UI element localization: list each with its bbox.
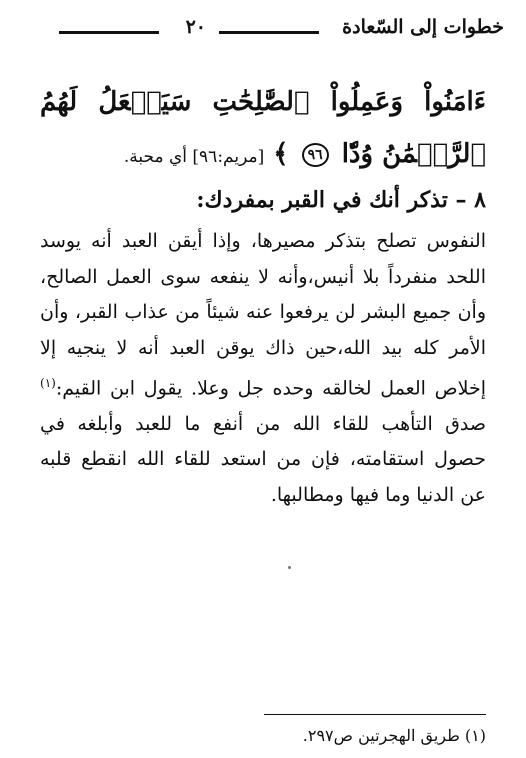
footnote-reference: (١) [40, 376, 56, 390]
running-header [44, 16, 504, 46]
print-speck [288, 566, 291, 569]
verse-text: ءَامَنُواْ وَعَمِلُواْ ٱلصَّٰلِحَٰتِ سَيَجۡعَلُ لَهُمُ ٱلرَّحۡمَٰنُ وُدّٗا [40, 87, 486, 169]
paragraph-text: النفوس تصلح بتذكر مصيرها، وإذا أيقن العبد أنه يوسد اللحد منفرداً بلا أنيس،وأنه لا ينفعه سوى العمل الصالح، وأن جميع البشر لن يرفعوا عنه شيئاً من عذاب القبر، وأن الأمر كله بيد الله،حين ذاك يوقن العبد أنه لا ينجيه إلا إخلاص العمل لخالقه وحده جل وعلا. يقول ابن القيم: [40, 230, 486, 400]
page-number: ٢٠ [185, 16, 206, 38]
footnote: (١) طريق الهجرتين ص٢٩٧. [302, 726, 486, 745]
quran-verse [40, 76, 486, 183]
header-rule [59, 31, 159, 34]
verse-closing-bracket: ﴾ [273, 139, 289, 169]
verse-reference: [مريم:٩٦] أي محبة. [123, 147, 265, 167]
body-paragraph [40, 224, 486, 513]
footnote-separator [264, 714, 486, 715]
section-heading: ٨ – تذكر أنك في القبر بمفردك: [196, 187, 486, 213]
paragraph-continuation: صدق التأهب للقاء الله من أنفع ما للعبد وأبلغه في حصول استقامته، فإن من استعد للقاء الله انقطع قلبه عن الدنيا وما فيها ومطالبها. [40, 412, 486, 506]
header-rule [219, 31, 319, 34]
running-title: خطوات إلى السّعادة [342, 16, 504, 38]
ayah-number-marker: ٩٦ [302, 143, 329, 167]
